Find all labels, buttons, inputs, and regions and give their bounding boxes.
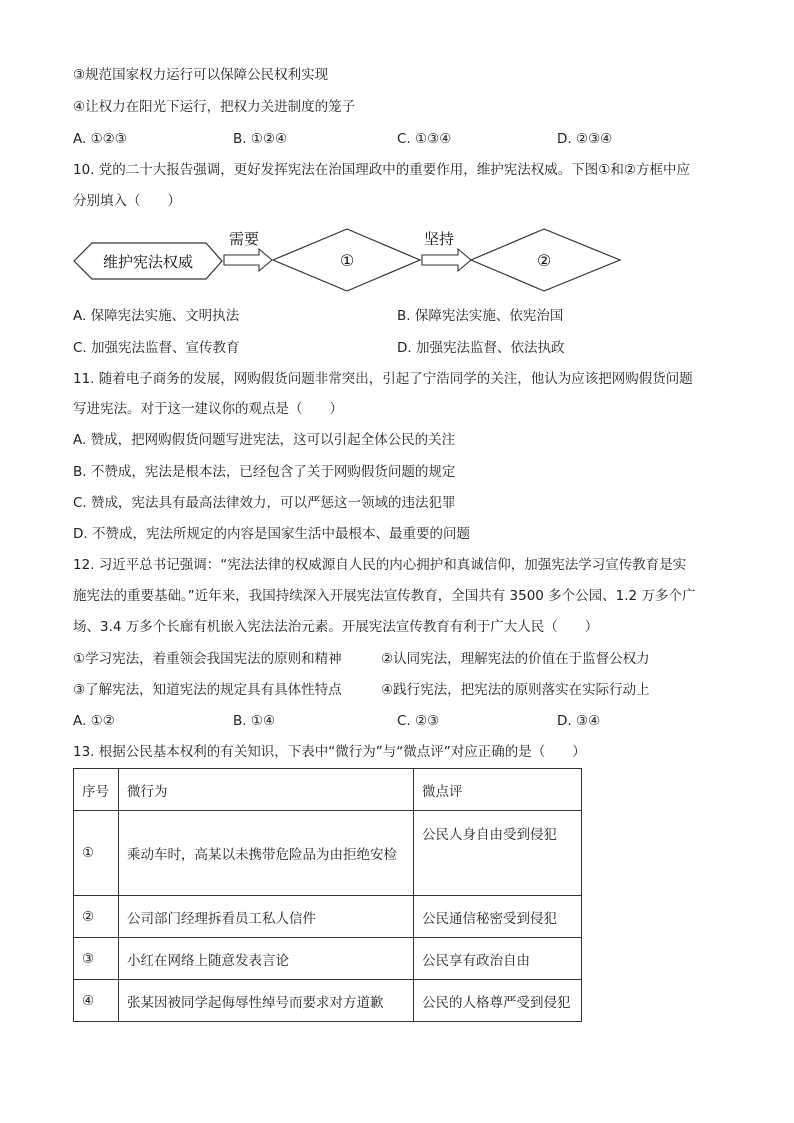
- q12-stem-line2: 施宪法的重要基础。”近年来，我国持续深入开展宪法宣传教育，全国共有 3500 多个公园、1.2 万多个广: [73, 588, 696, 604]
- diagram-arrow2-label: 坚持: [423, 230, 455, 248]
- q10-option-c: C. 加强宪法监督、宣传教育: [73, 340, 240, 356]
- q9-item3: ③规范国家权力运行可以保障公民权利实现: [73, 67, 329, 83]
- arrow-right-icon: [422, 249, 471, 271]
- q11-stem-line2: 写进宪法。对于这一建议你的观点是（ ）: [73, 401, 343, 417]
- q12-item2: ②认同宪法，理解宪法的价值在于监督公权力: [381, 651, 650, 667]
- table-cell: 公民人身自由受到侵犯: [414, 811, 582, 896]
- table-cell: ①: [74, 811, 119, 896]
- table-cell: 张某因被同学起侮辱性绰号而要求对方道歉: [119, 980, 414, 1022]
- arrow-right-icon: [224, 249, 272, 271]
- q12-stem-line1: 12. 习近平总书记强调：“宪法法律的权威源自人民的内心拥护和真诚信仰，加强宪法学习宣传教育是实: [73, 557, 687, 573]
- q9-option-d: D. ②③④: [557, 131, 613, 147]
- q11-option-c: C. 赞成，宪法具有最高法律效力，可以严惩这一领域的违法犯罪: [73, 495, 456, 511]
- q9-item4: ④让权力在阳光下运行，把权力关进制度的笼子: [73, 99, 356, 115]
- q10-diagram: [72, 226, 628, 296]
- q12-option-a: A. ①②: [73, 713, 115, 729]
- table-row: [74, 980, 582, 1022]
- q9-option-b: B. ①②④: [233, 131, 288, 147]
- table-cell: ②: [74, 896, 119, 938]
- diagram-box0-text: 维护宪法权威: [102, 253, 194, 271]
- table-header-row: [74, 769, 582, 811]
- q10-option-b: B. 保障宪法实施、依宪治国: [397, 308, 564, 324]
- table-header-cell: 微行为: [119, 769, 414, 811]
- q12-item3: ③了解宪法，知道宪法的规定具有具体性特点: [73, 682, 342, 698]
- q12-option-b: B. ①④: [233, 713, 276, 729]
- diagram-box2-text: ②: [536, 251, 552, 270]
- q10-stem-line2: 分别填入（ ）: [73, 193, 181, 209]
- q10-stem-line1: 10. 党的二十大报告强调，更好发挥宪法在治国理政中的重要作用，维护宪法权威。下图①和②方框中应: [73, 162, 690, 178]
- q9-option-c: C. ①③④: [397, 131, 452, 147]
- table-cell: ④: [74, 980, 119, 1022]
- table-row: [74, 938, 582, 980]
- q10-option-a: A. 保障宪法实施、文明执法: [73, 308, 240, 324]
- table-cell: ③: [74, 938, 119, 980]
- q13-stem: 13. 根据公民基本权利的有关知识，下表中“微行为”与“微点评”对应正确的是（ ）: [73, 744, 586, 760]
- table-cell: 小红在网络上随意发表言论: [119, 938, 414, 980]
- table-header-cell: 微点评: [414, 769, 582, 811]
- table-cell: 公民享有政治自由: [414, 938, 582, 980]
- diagram-box1-text: ①: [339, 251, 355, 270]
- table-header-cell: 序号: [74, 769, 119, 811]
- q12-option-d: D. ③④: [557, 713, 601, 729]
- table-row: [74, 811, 582, 896]
- q9-option-a: A. ①②③: [73, 131, 127, 147]
- q12-item4: ④践行宪法，把宪法的原则落实在实际行动上: [381, 682, 650, 698]
- q10-option-d: D. 加强宪法监督、依法执政: [397, 340, 565, 356]
- q11-option-a: A. 赞成，把网购假货问题写进宪法，这可以引起全体公民的关注: [73, 432, 456, 448]
- q13-table: [73, 768, 582, 1022]
- q12-stem-line3: 场、3.4 万多个长廊有机嵌入宪法法治元素。开展宪法宣传教育有利于广大人民（ ）: [73, 619, 599, 635]
- q11-option-d: D. 不赞成，宪法所规定的内容是国家生活中最根本、最重要的问题: [73, 526, 470, 542]
- table-cell: 公司部门经理拆看员工私人信件: [119, 896, 414, 938]
- table-row: [74, 896, 582, 938]
- table-cell: 乘动车时，高某以未携带危险品为由拒绝安检: [119, 811, 414, 896]
- table-cell: 公民的人格尊严受到侵犯: [414, 980, 582, 1022]
- q11-stem-line1: 11. 随着电子商务的发展，网购假货问题非常突出，引起了宁浩同学的关注，他认为应该把网购假货问题: [73, 371, 693, 387]
- q12-item1: ①学习宪法，着重领会我国宪法的原则和精神: [73, 651, 342, 667]
- q11-option-b: B. 不赞成，宪法是根本法，已经包含了关于网购假货问题的规定: [73, 464, 456, 480]
- table-cell: 公民通信秘密受到侵犯: [414, 896, 582, 938]
- q12-option-c: C. ②③: [397, 713, 440, 729]
- diagram-arrow1-label: 需要: [228, 230, 260, 248]
